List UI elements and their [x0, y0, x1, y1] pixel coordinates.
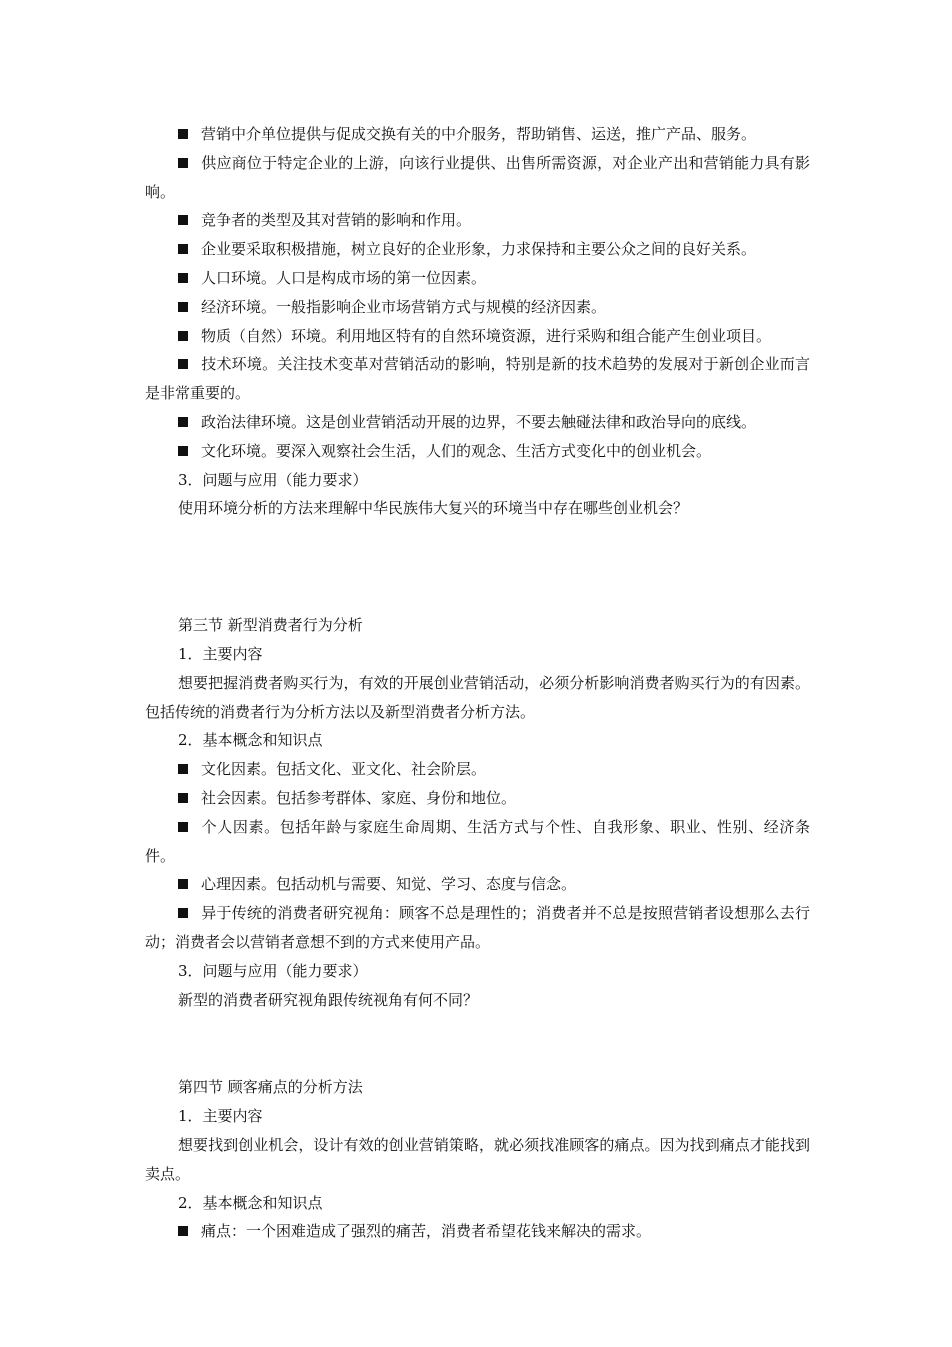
paragraph: 想要把握消费者购买行为，有效的开展创业营销活动，必须分析影响消费者购买行为的有因素。包括传统的消费者行为分析方法以及新型消费者分析方法。 [145, 673, 810, 721]
bullet-paragraph: 竞争者的类型及其对营销的影响和作用。 [145, 206, 810, 235]
paragraph: 2．基本概念和知识点 [178, 731, 323, 750]
bullet-paragraph: 个人因素。包括年龄与家庭生命周期、生活方式与个性、自我形象、职业、性别、经济条件。 [145, 813, 810, 871]
paragraph: 新型的消费者研究视角跟传统视角有何不同？ [178, 990, 479, 1009]
paragraph: 3．问题与应用（能力要求） [178, 961, 368, 980]
bullet-paragraph: 人口环境。人口是构成市场的第一位因素。 [145, 264, 810, 293]
bullet-paragraph: 文化因素。包括文化、亚文化、社会阶层。 [145, 755, 810, 784]
bullet-paragraph: 心理因素。包括动机与需要、知觉、学习、态度与信念。 [145, 870, 810, 899]
bullet-paragraph: 企业要采取积极措施，树立良好的企业形象，力求保持和主要公众之间的良好关系。 [145, 235, 810, 264]
bullet-paragraph: 供应商位于特定企业的上游，向该行业提供、出售所需资源，对企业产出和营销能力具有影响。 [145, 149, 810, 207]
bullet-paragraph: 营销中介单位提供与促成交换有关的中介服务，帮助销售、运送，推广产品、服务。 [145, 120, 810, 149]
bullet-paragraph: 物质（自然）环境。利用地区特有的自然环境资源，进行采购和组合能产生创业项目。 [145, 322, 810, 351]
bullet-paragraph: 文化环境。要深入观察社会生活，人们的观念、生活方式变化中的创业机会。 [145, 437, 810, 466]
paragraph: 2．基本概念和知识点 [178, 1193, 323, 1212]
section-spacer [145, 1029, 810, 1058]
bullet-paragraph: 异于传统的消费者研究视角：顾客不总是理性的；消费者并不总是按照营销者设想那么去行动；消费者会以营销者意想不到的方式来使用产品。 [145, 899, 810, 957]
paragraph: 3．问题与应用（能力要求） [178, 470, 368, 489]
document-page [145, 120, 810, 1246]
paragraph: 第四节 顾客痛点的分析方法 [178, 1078, 363, 1097]
bullet-paragraph: 政治法律环境。这是创业营销活动开展的边界，不要去触碰法律和政治导向的底线。 [145, 408, 810, 437]
section-spacer [145, 538, 810, 596]
paragraph: 1．主要内容 [178, 644, 263, 663]
paragraph: 想要找到创业机会，设计有效的创业营销策略，就必须找准顾客的痛点。因为找到痛点才能找到卖点。 [145, 1135, 810, 1183]
paragraph: 1．主要内容 [178, 1107, 263, 1126]
bullet-paragraph: 技术环境。关注技术变革对营销活动的影响，特别是新的技术趋势的发展对于新创企业而言是非常重要的。 [145, 350, 810, 408]
paragraph: 第三节 新型消费者行为分析 [178, 616, 363, 635]
bullet-paragraph: 经济环境。一般指影响企业市场营销方式与规模的经济因素。 [145, 293, 810, 322]
bullet-paragraph: 社会因素。包括参考群体、家庭、身份和地位。 [145, 784, 810, 813]
paragraph: 使用环境分析的方法来理解中华民族伟大复兴的环境当中存在哪些创业机会？ [178, 499, 689, 518]
bullet-paragraph: 痛点：一个困难造成了强烈的痛苦，消费者希望花钱来解决的需求。 [145, 1217, 810, 1246]
